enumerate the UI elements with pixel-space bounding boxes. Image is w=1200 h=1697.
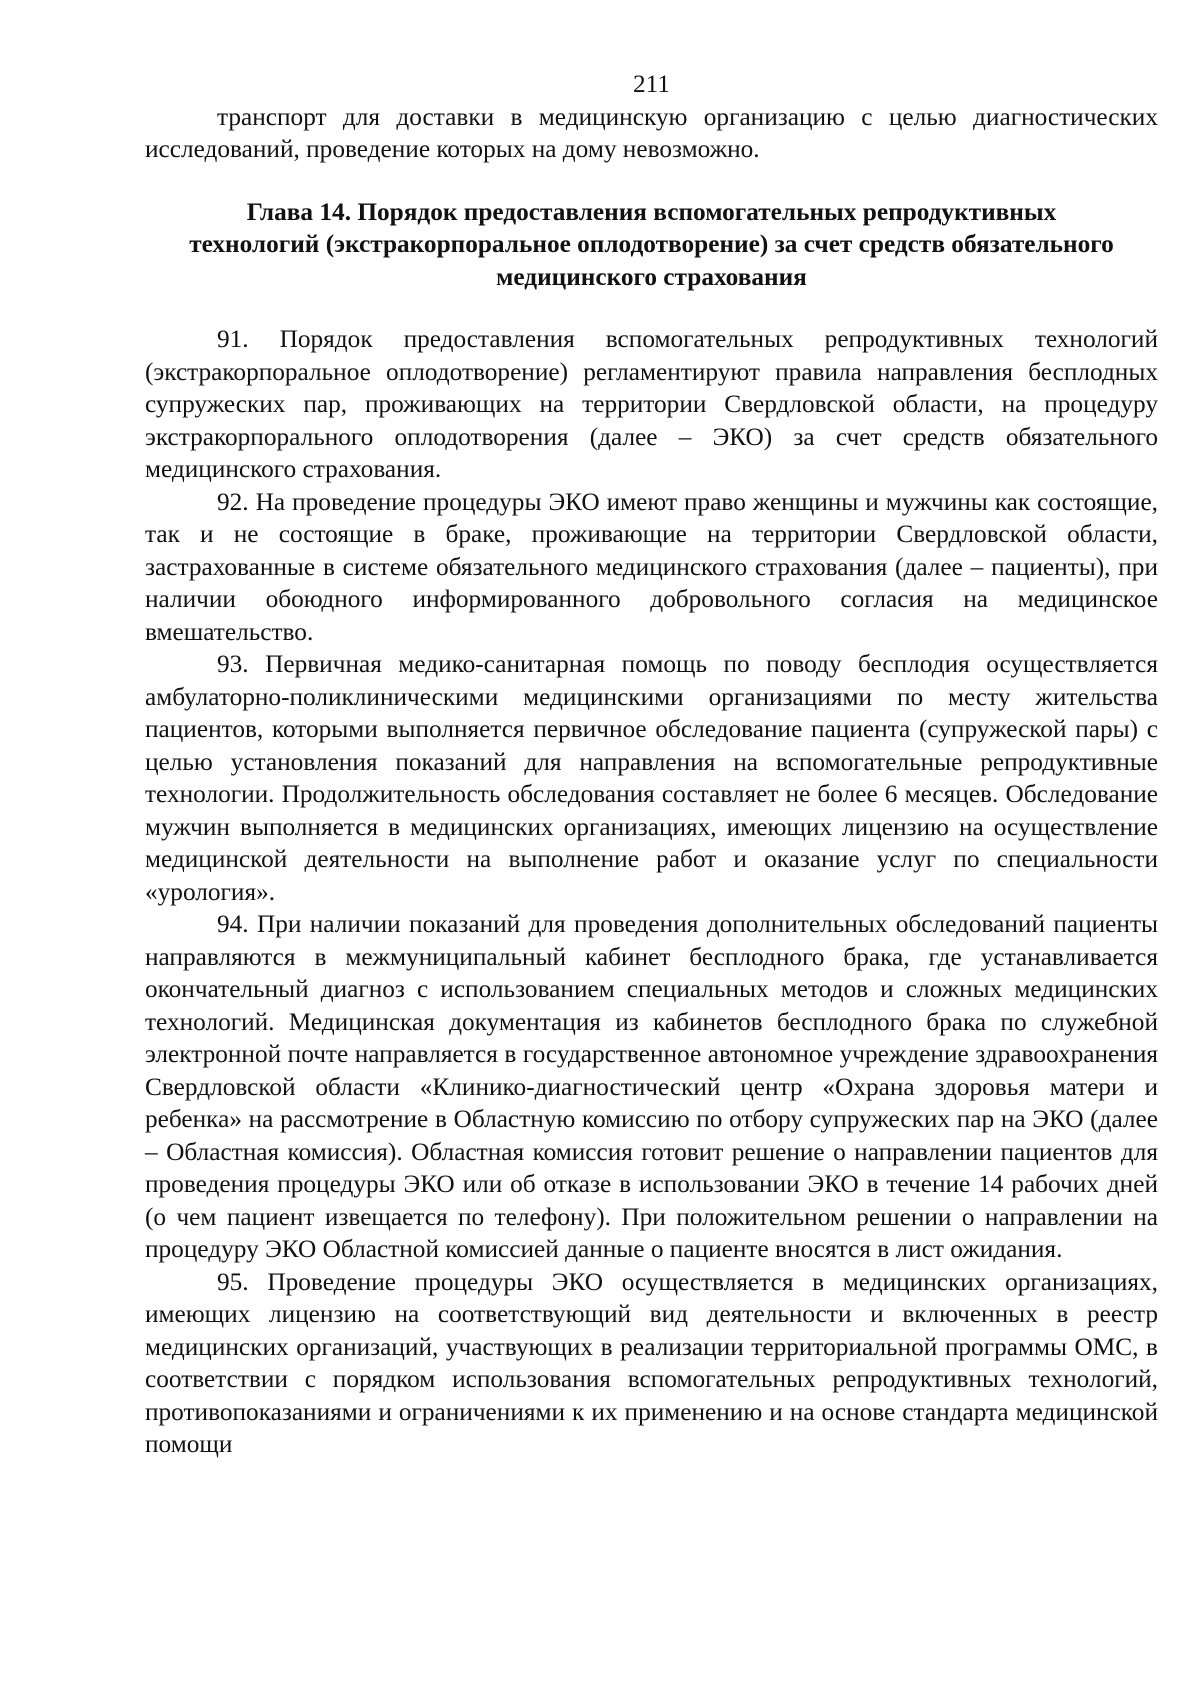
page-number: 211 [632,70,670,98]
intro-paragraph: транспорт для доставки в медицинскую организацию с целью диагностических исследований, проведение которых на дому невозможно. [145,102,1158,163]
paragraph-text: Первичная медико-санитарная помощь по поводу бесплодия осуществляется амбулаторно-поликлиническими медицинскими организациями по месту жительства пациентов, которыми выполняется первичное обследование пациента (супружеской пары) с целью установления показаний для направления на вспомогательные репродуктивные технологии. Продолжительность обследования составляет не более 6 месяцев. Обследование мужчин выполняется в медицинских организациях, имеющих лицензию на осуществление медицинской деятельности на выполнение работ и оказание услуг по специальности «урология». [145,650,1158,906]
paragraph-text: Порядок предоставления вспомогательных репродуктивных технологий (экстракорпоральное оплодотворение) регламентируют правила направления бесплодных супружеских пар, проживающих на территории Свердловской области, на процедуру экстракорпорального оплодотворения (далее – ЭКО) за счет средств обязательного медицинского страхования. [145,325,1158,483]
paragraph-number: 92. [217,487,249,516]
paragraph-94 [145,908,1158,1266]
paragraph-number: 95. [217,1267,249,1296]
paragraph-number: 91. [217,325,249,353]
chapter-heading: Глава 14. Порядок предоставления вспомогательных репродуктивных технологий (экстракорпоральное оплодотворение) за счет средств обязательного медицинского страхования [189,197,1114,291]
paragraph-92 [145,486,1158,649]
paragraph-95 [145,1266,1158,1461]
document-page [145,68,1158,1461]
paragraph-91 [145,323,1158,486]
paragraph-number: 93. [217,650,249,678]
paragraph-93 [145,648,1158,908]
paragraph-text: Проведение процедуры ЭКО осуществляется в медицинских организациях, имеющих лицензию на соответствующий вид деятельности и включенных в реестр медицинских организаций, участвующих в реализации территориальной программы ОМС, в соответствии с порядком использования вспомогательных репродуктивных технологий, противопоказаниями и ограничениями к их применению и на основе стандарта медицинской помощи [145,1267,1159,1458]
paragraph-number: 94. [217,910,249,938]
paragraph-text: При наличии показаний для проведения дополнительных обследований пациенты направляются в межмуниципальный кабинет бесплодного брака, где устанавливается окончательный диагноз с использованием специальных методов и сложных медицинских технологий. Медицинская документация из кабинетов бесплодного брака по служебной электронной почте направляется в государственное автономное учреждение здравоохранения Свердловской области «Клинико-диагностический центр «Охрана здоровья матери и ребенка» на рассмотрение в Областную комиссию по отбору супружеских пар на ЭКО (далее – Областная комиссия). Областная комиссия готовит решение о направлении пациентов для проведения процедуры ЭКО или об отказе в использовании ЭКО в течение 14 рабочих дней (о чем пациент извещается по телефону). При положительном решении о направлении на процедуру ЭКО Областной комиссией данные о пациенте вносятся в лист ожидания. [145,910,1158,1263]
paragraph-text: На проведение процедуры ЭКО имеют право женщины и мужчины как состоящие, так и не состоящие в браке, проживающие на территории Свердловской области, застрахованные в системе обязательного медицинского страхования (далее – пациенты), при наличии обоюдного информированного добровольного согласия на медицинское вмешательство. [145,487,1158,646]
